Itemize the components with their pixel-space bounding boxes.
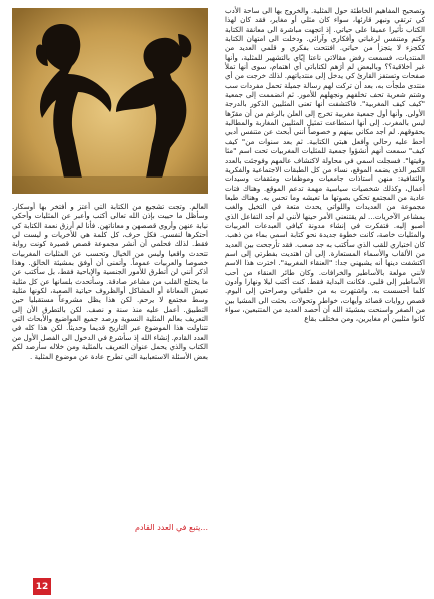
page-number: 12: [35, 581, 49, 592]
heart-silhouette-illustration: [12, 8, 208, 194]
to-be-continued-note: ...يتبع في العدد القادم: [134, 523, 208, 532]
page-number-badge: [33, 578, 51, 595]
article-body-right-column: وتصحيح المفاهيم الخاطئة حول المثلية. والخروج بها الى ساحة الأدب كي ترتقي ونبهر قارئها، سواء كان مثلي أو مغاير، فقد كان لهذا الكتاب تأثيرا عميقا على حياتي. إذ اتجهت مباشرة الى معانقة الكتابة وكتم ومتنفس لرغباتي وأفكاري وآرائي. ودخلت الى امتهان الكتابة ككجزء لا يتجزأ من حياتي. افتتحت بفكري و قلمي العديد من المنتديات، فسمعت رفض مقالاتي ناعتا إيّاي بالتشهير للمثلية، وأنها غير أخلاقية؟؟ وبالبعض لم أرَهم لكتاباتي أي اهتمام، سوى أنها تملأ صفحات وتستفز القارئ كي يدخل إلى منتدياتهم. لذلك خرجت من أي منتدى ملجأت به، بعد أن تركت لهم رسالة جميلة تحمل مفردات سب وشتم شعرية تحف تخلفهم ونجهلهم للأمور. ثم انضممت إلى جمعية "كيف كيف المغربية". فاكتشفت أنها تعنى المثليين الذكور بالدرجة الأولى. وأنها أول جمعية مغربية تخرج إلى العلن بالرغم من أن مقرّها ليس بالمغرب. إلى أنها استطاعت تمثيل المثليين المغاربة والمطالبة بحقوقهم. لم أجد مكاني بينهم و خصوصاً أنني أبحث عن متنفس أدبي أحط عليه رحالي وأفعل هبتي الكتابية. ثم بعد سنوات من" كيف كيف" سمعت أنهم أنشؤوا جمعية للمثليات المغربيات تحت اسم "مثا وقيتها". فسجلت اسمي في محاولة لاكتشاف عالمهم وفوجئت بالعدد الكبير الذي يضمه الموقع، نساء من كل الطبقات الاجتماعية والفكرية والثقافية: منهن أستاذات جامعيات وموظفات ومثقفات وسيدات أعمال، وكذلك شخصيات سياسية مهمة تدعم الموقع. وهناك فتات عادية من المجتمع تحكي بصوتها ما تعيشه وما تحس به. وهناك طبعا مجموعة من العديدات واللواتي يحدث متعة في التخيل والغب بمشاعر الآخريات... لم يقتنعني الأمر حينها لأنني لم أجد التفاعل الذي أصبو إليه. فتفكرت في إنشاء مدونة كيافي العبدعات العربيات والمثليات خاصة، كانت خطوة جديدة نحو كتابة اسمي بماء من ذهب. كان اختياري للقب الذي سأكتب به جد صعب. فقد تأرجحت بين العديد من الألقاب والأسماء المستعارة. إلى أن اهتديت بفطرتي إلى اسم اكتشفت دينها أنه يشبهني جدا: "العنقاء المغربية". اخترت هذا الاسم لأنني مولعة بالأساطير والخرافات. وكان طائر العنقاء من أحب الأساطير إلى قلبي. فكانت البداية فقط. كنت أكتب ليلا ونهارا وأدون كلما أحسست به. واشتهرت به من خلفياتي وصراحتي إلى اليوم. قصص روايات قصائد وأيهات، خواطر وتحولات. بحثت الى المشيا بين من الصغر واسنحت بمشيئة الله أن أحصد العديد من المتتبعين، سواء كانوا مثليين أم مغايرين، ومن مختلف بقاع: [225, 6, 425, 324]
article-body-left-column: العالم. وتجت تشجيع من الكتابة التي أعتز و أفتخر بها أوسكار. وسأظل ما حييت بإذن الله تعالى أكتب وأعبر عن المثليات وأحكي نيابة عنهن وأروي قصصهن و معاناتهن. فأنا لم أرزق نعمة الكتابة كي أحتكرها لنفسي. فكل حرف، كل كلمة هي للأخريات و ليست لي فقط. لذلك فحلمي أن أنشر مجموعة قصص قصيرة كونت رواية تتحدث واقعيا وليس من الخيال وتحسب عن المثليات المغربيات خصوصا والعربيات عموماً. وأتمنى أن أوفق بمشيئة الخالق. وهذا أذكر أنني لن أتطرق للأمور الجنسية والإباحية فقط، بل سأكتب عن ما يختلج القلب من مشاعر صادقة. وسأتحدث بلسانها عن كل مثلية تعيش المعاناة أو المشاكل أوالظروف حياتية الصعبة، لكونها مثلية وسط مجتمع لا يرحم. لكن هذا يظل مشروعاً مستقبليا حين التطبيق. أعمل عليه منذ سنة و نصف. لكن بالتطرق الأن إلى التعريف بعالم المثلية النسوية ورصد جميع المواضيع والأبحاث التي تتناولت هذا الموضوع عبر التاريخ قديما وحديثاً. لكن هذا كله في العدد القادم. إنشاء الله إذ سأشرع في الدخول الى الفصل الأول من الكتاب والذي يحمل عنوان التعريف بالمثلية ومن خلاله سأرصد لكم بعض الأسئلة الاستعبابية التي تطرح عادة عن موضوع المثلية .: [12, 202, 208, 361]
